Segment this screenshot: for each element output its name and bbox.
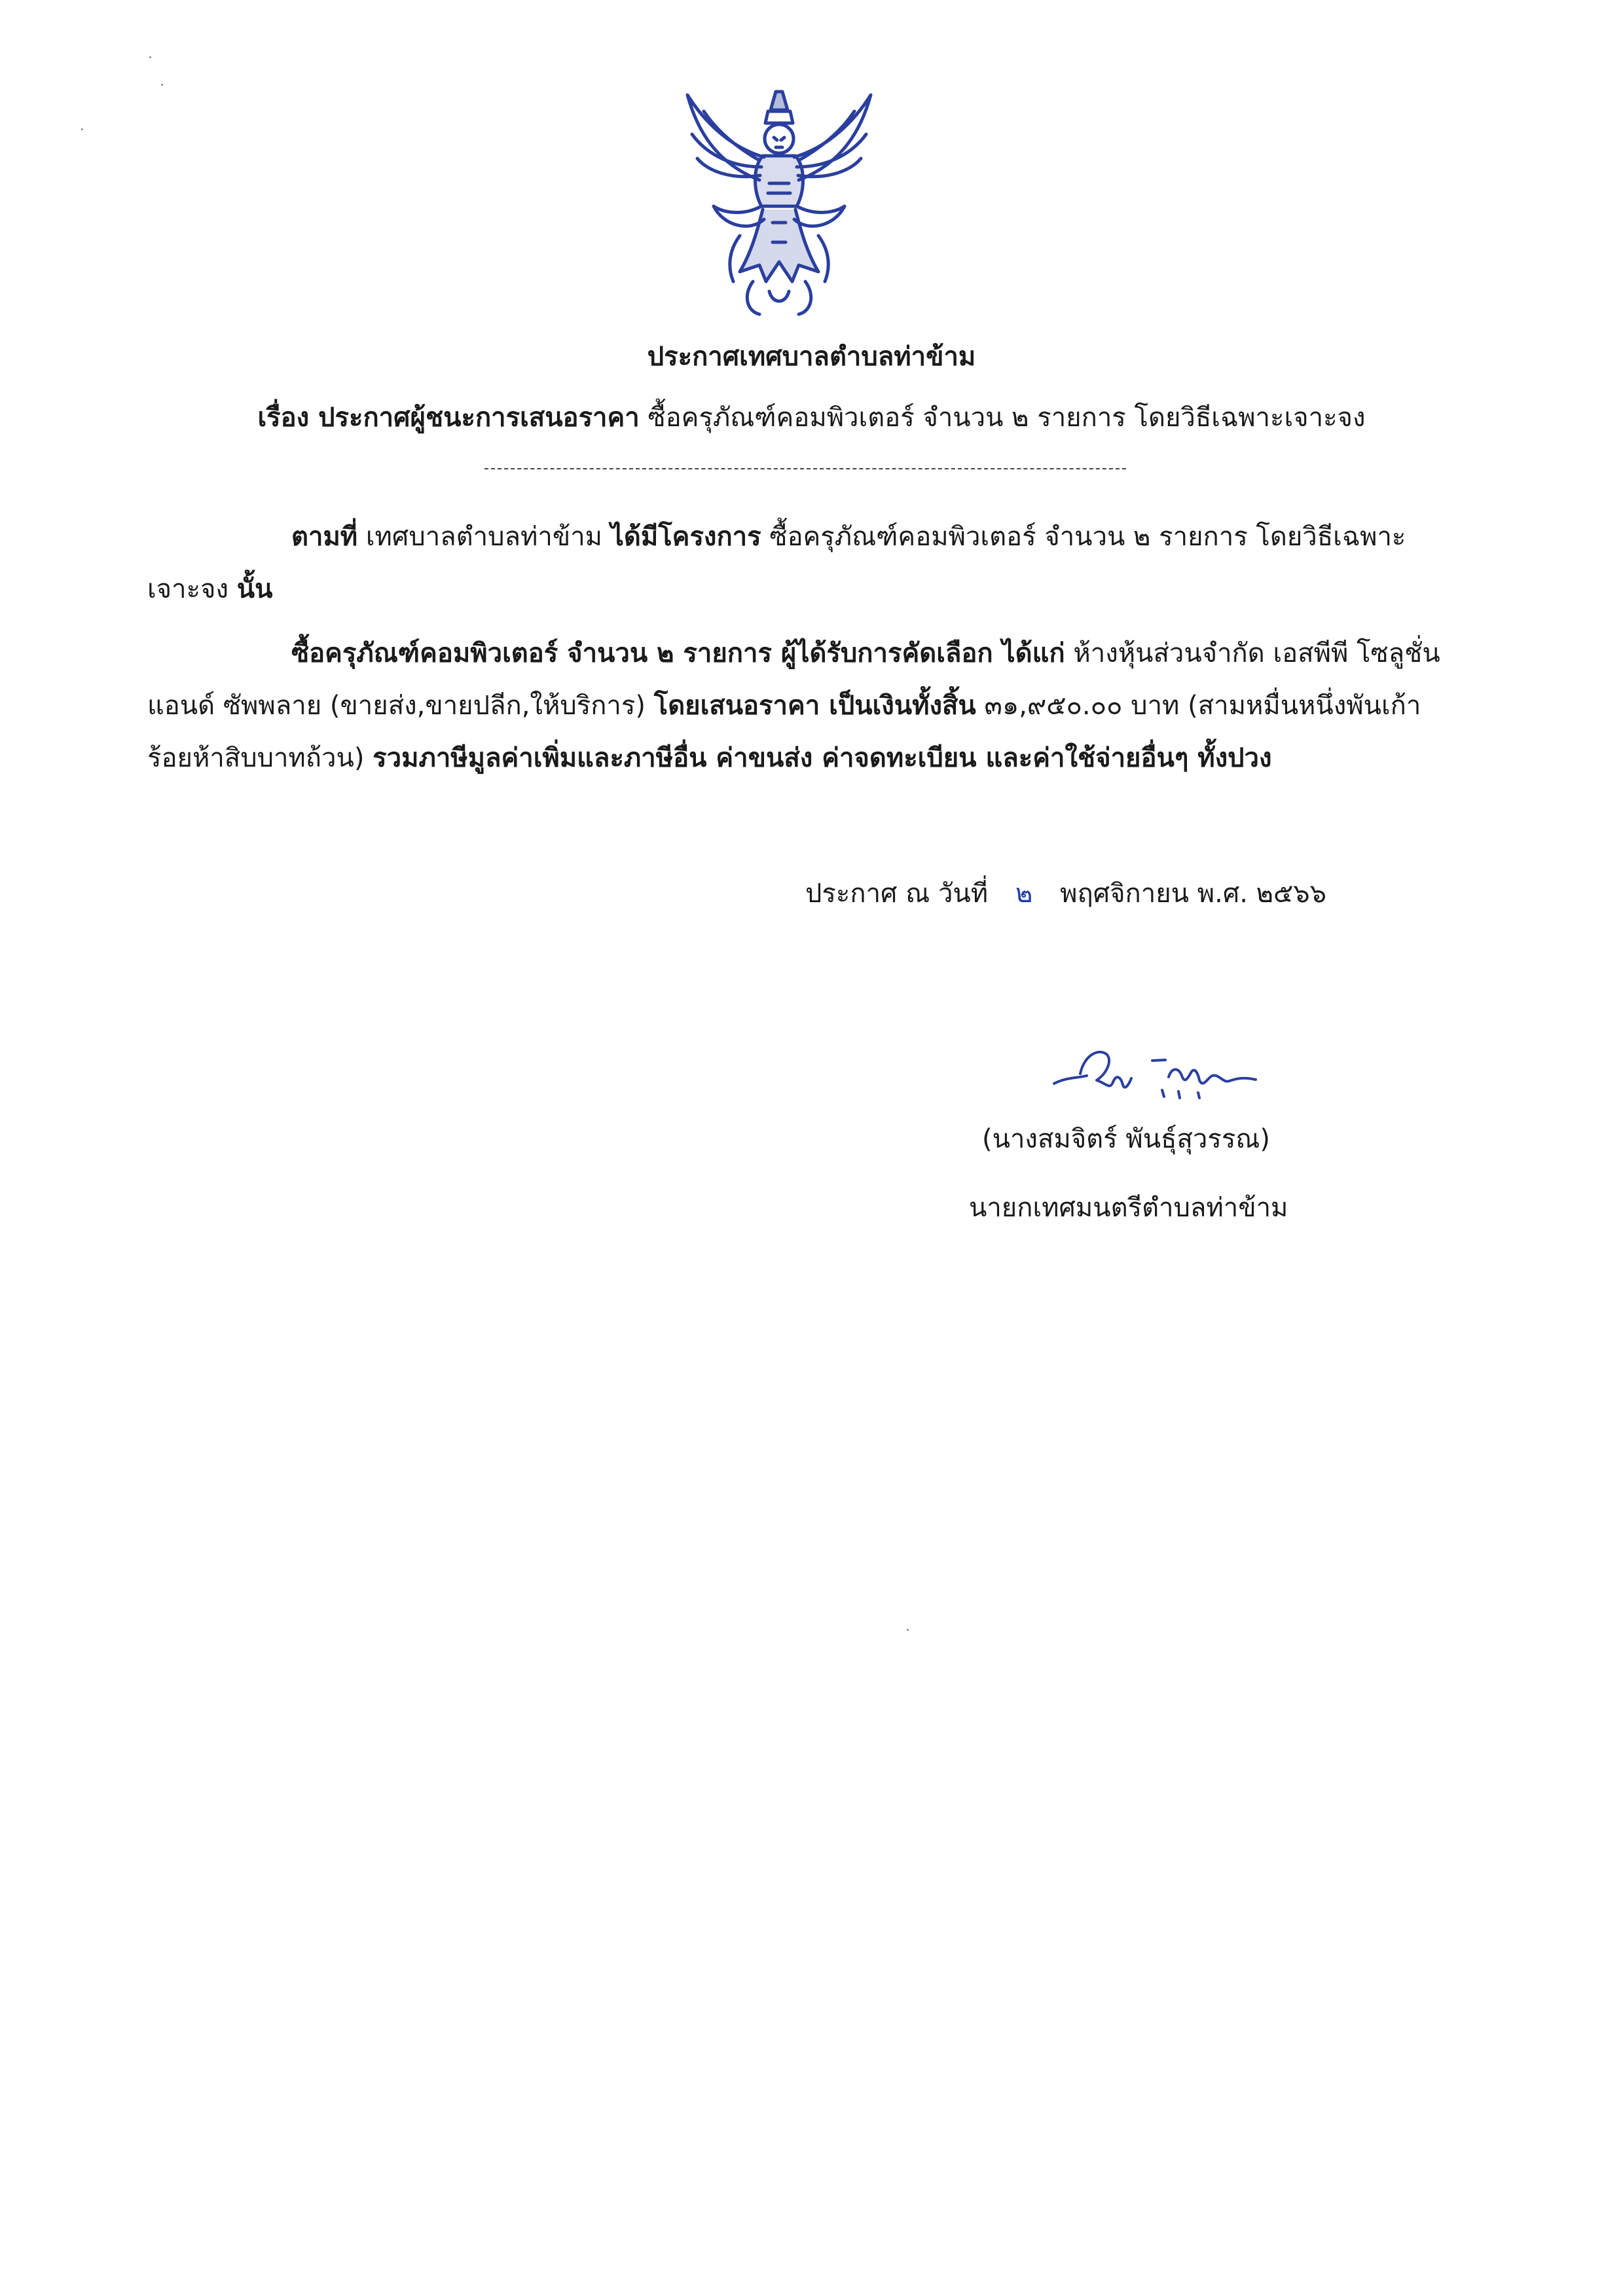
announcement-date: [805, 867, 1326, 920]
garuda-emblem-icon: [678, 85, 881, 321]
scan-speck: [149, 56, 151, 58]
p2-offer-lead: โดยเสนอราคา: [653, 691, 820, 721]
announcement-subject: [0, 398, 1623, 437]
p1-lead: ตามที่: [291, 522, 358, 552]
paragraph-project: [147, 511, 1450, 615]
scan-speck: [907, 1629, 909, 1631]
signer-position: นายกเทศมนตรีตำบลท่าข้าม: [969, 1193, 1288, 1223]
p2-got-lead: ได้แก่: [993, 638, 1065, 668]
date-day: ๒: [1015, 879, 1033, 909]
p1-closing: นั้น: [236, 574, 273, 604]
subject-text: ซื้อครุภัณฑ์คอมพิวเตอร์ จำนวน ๒ รายการ โดยวิธีเฉพาะเจาะจง: [639, 403, 1366, 433]
subject-lead: เรื่อง ประกาศผู้ชนะการเสนอราคา: [257, 403, 640, 433]
signer-name: (นางสมจิตร์ พันธุ์สุวรรณ): [982, 1124, 1271, 1154]
scan-speck: [161, 84, 163, 86]
p1-project: ซื้อครุภัณฑ์คอมพิวเตอร์ จำนวน ๒ รายการ โดยวิธีเฉพาะเจาะจง: [147, 522, 1406, 604]
announcement-title: ประกาศเทศบาลตำบลท่าข้าม: [647, 342, 976, 372]
date-prefix: ประกาศ ณ วันที่: [805, 879, 989, 909]
p1-org: เทศบาลตำบลท่าข้าม: [357, 522, 611, 552]
paragraph-winner: [147, 627, 1450, 784]
p2-tax-lead: รวมภาษีมูลค่าเพิ่มและภาษีอื่น ค่าขนส่ง ค่าจดทะเบียน และค่าใช้จ่ายอื่นๆ ทั้งปวง: [373, 743, 1272, 773]
p1-project-lead: ได้มีโครงการ: [610, 522, 761, 552]
p2-total-lead: เป็นเงินทั้งสิ้น: [820, 691, 976, 721]
handwritten-signature: [1048, 1038, 1264, 1110]
p2-item: ซื้อครุภัณฑ์คอมพิวเตอร์ จำนวน ๒ รายการ: [291, 638, 781, 668]
scan-speck: [81, 128, 83, 130]
p2-amount: ๓๑,๙๕๐.๐๐ บาท (สามหมื่นหนึ่งพันเก้าร้อยห้าสิบบาทถ้วน): [147, 691, 1421, 773]
date-month-year: พฤศจิกายน พ.ศ. ๒๕๖๖: [1060, 879, 1327, 909]
p2-winner: ห้างหุ้นส่วนจำกัด เอสพีพี โซลูชั่น แอนด์ ซัพพลาย (ขายส่ง,ขายปลีก,ให้บริการ): [147, 638, 1440, 721]
dashed-divider: [484, 468, 1126, 469]
p2-winner-lead: ผู้ได้รับการคัดเลือก: [780, 638, 993, 668]
